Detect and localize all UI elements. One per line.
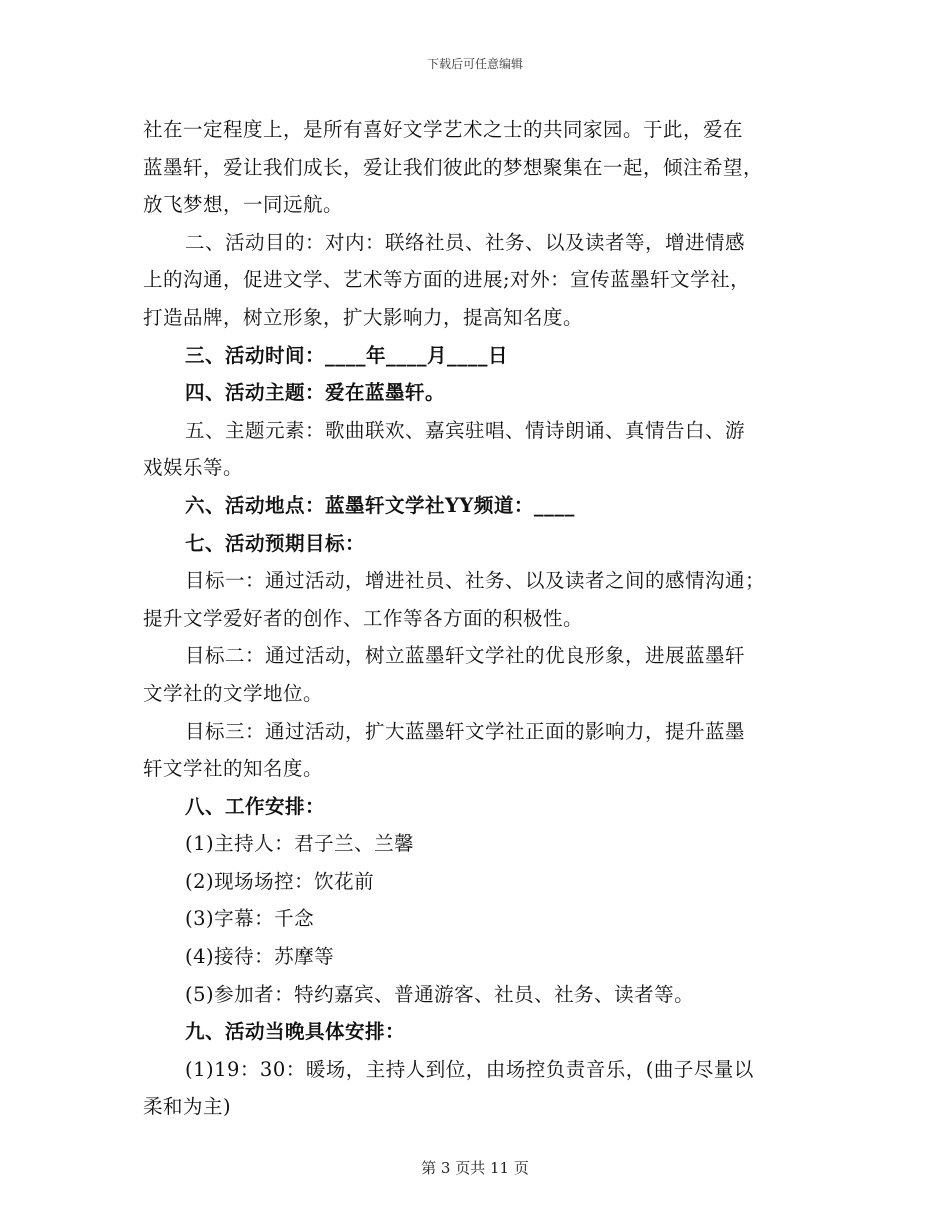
text-line: 上的沟通，促进文学、艺术等方面的进展;对外：宣传蓝墨轩文学社， <box>143 268 751 292</box>
document-body <box>143 111 798 1126</box>
text-line: (1)主持人：君子兰、兰馨 <box>185 832 415 856</box>
page-header: 下载后可任意编辑 <box>426 57 523 71</box>
text-line: 放飞梦想，一同远航。 <box>143 193 344 217</box>
text-line: (1)19：30：暖场，主持人到位，由场控负责音乐，(曲子尽量以 <box>185 1057 754 1081</box>
text-line: 柔和为主) <box>143 1095 232 1119</box>
text-line: 社在一定程度上，是所有喜好文学艺术之士的共同家园。于此，爱在 <box>143 118 744 141</box>
text-line: 三、活动时间：____年____月____日 <box>185 343 509 367</box>
text-line: (4)接待：苏摩等 <box>185 945 335 969</box>
text-line: 五、主题元素：歌曲联欢、嘉宾驻唱、情诗朗诵、真情告白、游 <box>185 418 746 442</box>
text-line: 蓝墨轩，爱让我们成长，爱让我们彼此的梦想聚集在一起，倾注希望， <box>143 155 764 179</box>
text-line: 提升文学爱好者的创作、工作等各方面的积极性。 <box>143 606 584 630</box>
text-line: 目标二：通过活动，树立蓝墨轩文学社的优良形象，进展蓝墨轩 <box>185 644 746 668</box>
page-footer: 第 3 页共 11 页 <box>421 1159 529 1177</box>
text-line: 目标一：通过活动，增进社员、社务、以及读者之间的感情沟通； <box>185 569 766 593</box>
text-line: 目标三：通过活动，扩大蓝墨轩文学社正面的影响力，提升蓝墨 <box>185 719 746 743</box>
text-line: 八、工作安排： <box>185 794 326 818</box>
text-line: 文学社的文学地位。 <box>143 681 324 705</box>
text-line: 七、活动预期目标： <box>185 531 366 555</box>
text-line: 打造品牌，树立形象，扩大影响力，提高知名度。 <box>143 305 584 329</box>
text-line: 九、活动当晚具体安排： <box>185 1020 406 1044</box>
text-line: (5)参加者：特约嘉宾、普通游客、社员、社务、读者等。 <box>185 982 695 1006</box>
text-line: 四、活动主题：爱在蓝墨轩。 <box>185 381 446 405</box>
text-line: (3)字幕：千念 <box>185 907 315 931</box>
text-line: 戏娱乐等。 <box>143 456 244 480</box>
text-line: (2)现场场控：饮花前 <box>185 869 375 893</box>
text-line: 二、活动目的：对内：联络社员、社务、以及读者等，增进情感 <box>185 230 746 254</box>
text-line: 轩文学社的知名度。 <box>143 757 324 781</box>
text-line: 六、活动地点：蓝墨轩文学社YY频道：____ <box>185 493 575 517</box>
